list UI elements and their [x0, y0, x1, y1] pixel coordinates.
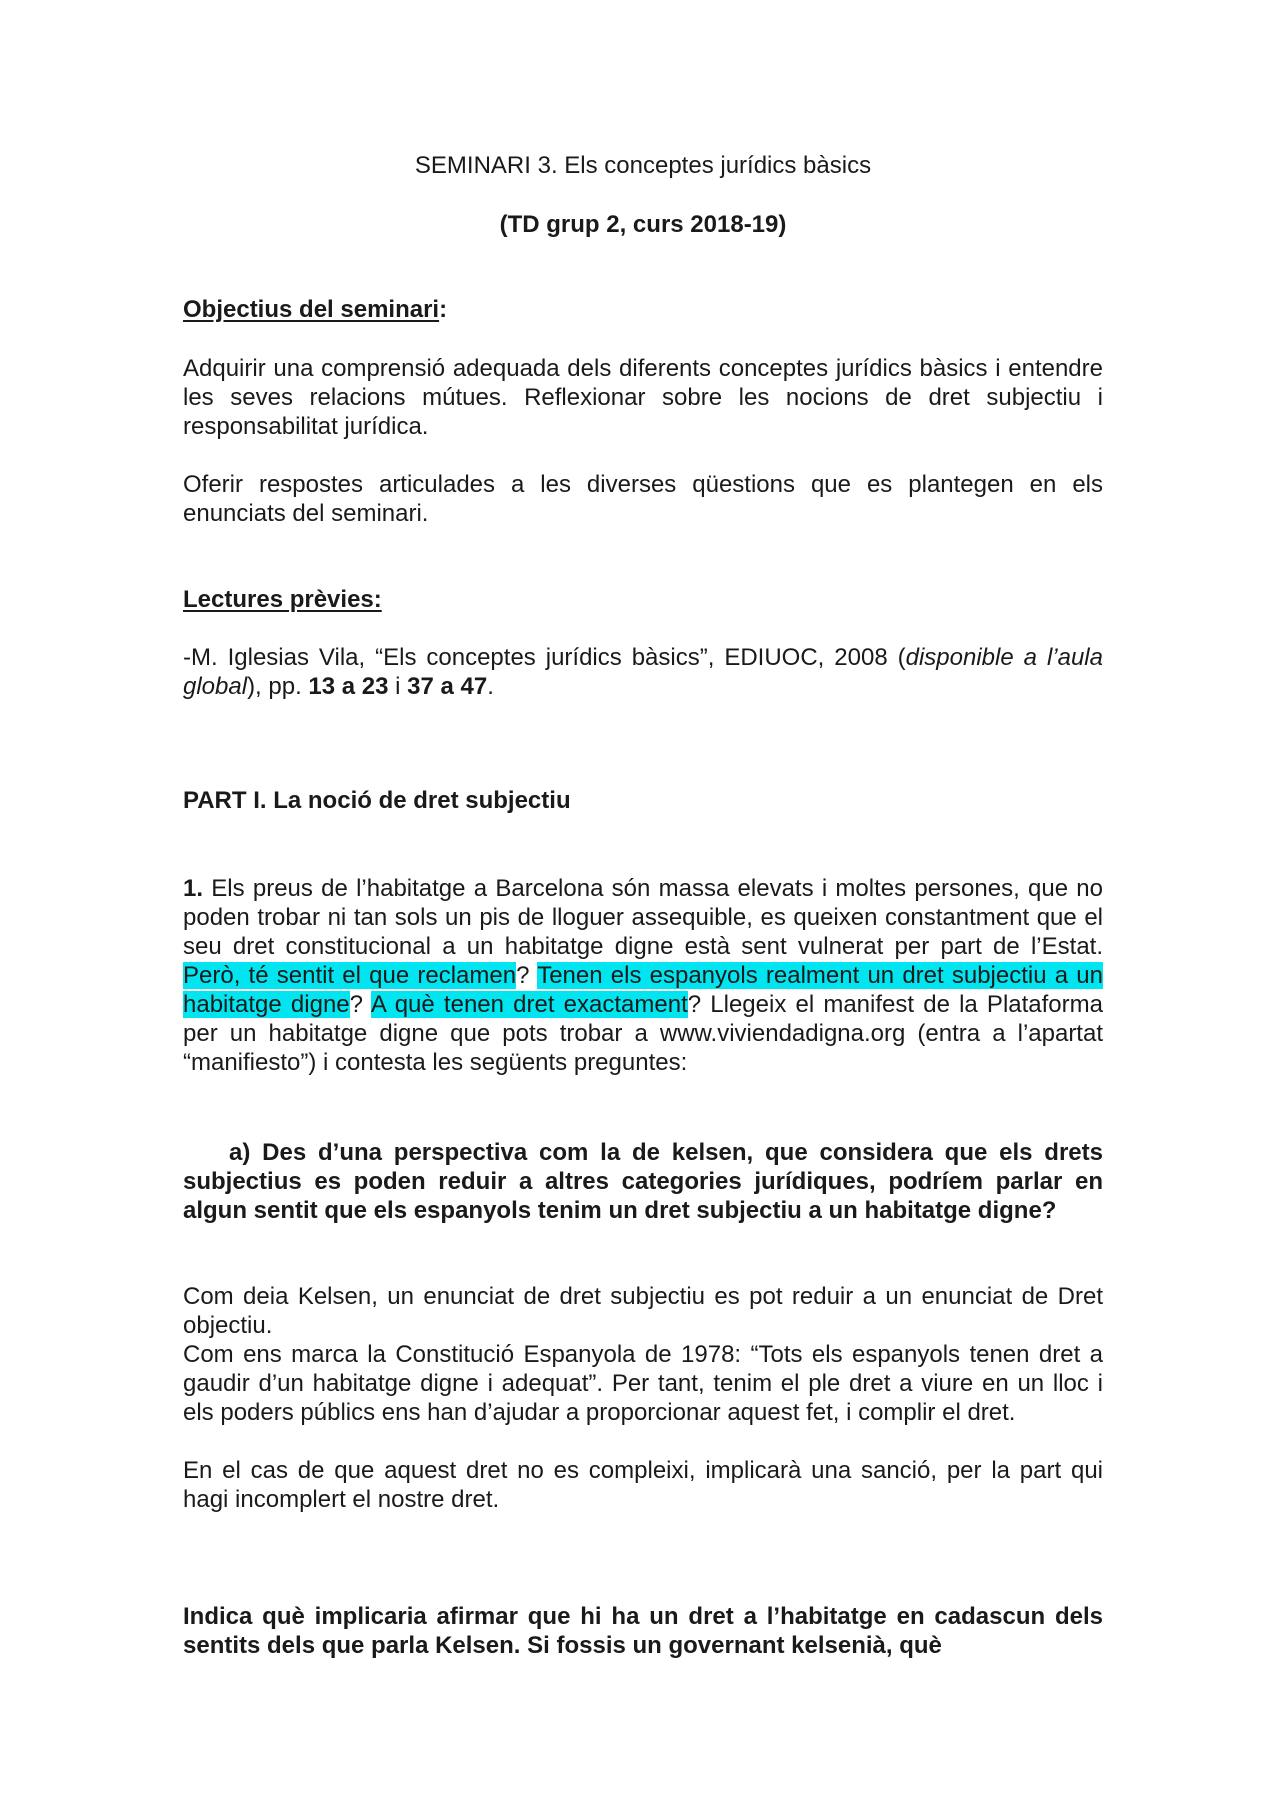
question-1-rest: ? Llegeix el manifest de la Plataforma per un habitatge digne que pots trobar a www.viviendadigna.org (entra a l’apartat “manifiesto”) i contesta les següents preguntes: [183, 991, 1103, 1076]
question-1-sep-1: ? [516, 962, 538, 989]
objectives-paragraph-1: Adquirir una comprensió adequada dels diferents conceptes jurídics bàsics i entendre les seves relacions mútues. Reflexionar sobre les nocions de dret subjectiu i responsabilitat jurídica. [183, 355, 1103, 440]
document-title [183, 152, 1103, 180]
reading-text-end: . [487, 673, 494, 700]
title-rest: Els conceptes jurídics bàsics [557, 152, 872, 179]
question-1-number: 1. [183, 875, 204, 902]
highlight-2: Tenen els espanyols realment un dret subjectiu a un habitatge digne [183, 962, 1103, 1018]
title-prefix: SEMINARI 3. [414, 152, 558, 179]
objectives-heading-colon: : [439, 296, 448, 323]
reading-item-1 [183, 643, 1103, 701]
question-1-intro: Els preus de l’habitatge a Barcelona són massa elevats i moltes persones, que no poden trobar ni tan sols un pis de lloguer assequible, es queixen constantment que el seu dret constitucional a un habitatge digne està sent vulnerat per part de l’Estat. [183, 875, 1103, 960]
reading-text-b: ), pp. [247, 673, 309, 700]
question-a-text: a) Des d’una perspectiva com la de kelsen, que considera que els drets subjectius es poden reduir a altres categories jurídiques, podríem parlar en algun sentit que els espanyols tenim un dret subjectiu a un habitatge digne? [183, 1139, 1103, 1224]
highlight-1: Però, té sentit el que reclamen [183, 962, 517, 989]
reading-text-mid: i [388, 673, 408, 700]
reading-pages-1: 13 a 23 [308, 673, 389, 700]
objectives-heading [183, 296, 447, 324]
question-a [183, 1138, 1103, 1225]
final-question: Indica què implicaria afirmar que hi ha un dret a l’habitatge en cadascun dels sentits dels que parla Kelsen. Si fossis un governant kelsenià, què [183, 1603, 1103, 1659]
objectives-heading-text: Objectius del seminari [183, 296, 440, 323]
answer-paragraph-2: Com ens marca la Constitució Espanyola de 1978: “Tots els espanyols tenen dret a gaudir d’un habitatge digne i adequat”. Per tant, tenim el ple dret a viure en un lloc i els poders públics ens han d’ajudar a proporcionar aquest fet, i complir el dret. [183, 1341, 1103, 1426]
reading-availability: disponible a l’aula global [183, 644, 1103, 700]
highlight-3: A què tenen dret exactament [370, 991, 688, 1018]
question-1 [183, 874, 1103, 1077]
question-1-sep-2: ? [349, 991, 371, 1018]
answer-paragraph-3: En el cas de que aquest dret no es compleixi, implicarà una sanció, per la part qui hagi incomplert el nostre dret. [183, 1457, 1103, 1513]
reading-text-a: -M. Iglesias Vila, “Els conceptes jurídics bàsics”, EDIUOC, 2008 ( [183, 644, 906, 671]
part1-title: PART I. La noció de dret subjectiu [183, 787, 571, 814]
answer-paragraph-1: Com deia Kelsen, un enunciat de dret subjectiu es pot reduir a un enunciat de Dret objectiu. [183, 1283, 1103, 1339]
document-subtitle: (TD grup 2, curs 2018-19) [499, 211, 787, 238]
reading-pages-2: 37 a 47 [407, 673, 488, 700]
objectives-paragraph-2: Oferir respostes articulades a les diverses qüestions que es plantegen en els enunciats del seminari. [183, 471, 1103, 527]
readings-heading: Lectures prèvies: [183, 586, 382, 613]
